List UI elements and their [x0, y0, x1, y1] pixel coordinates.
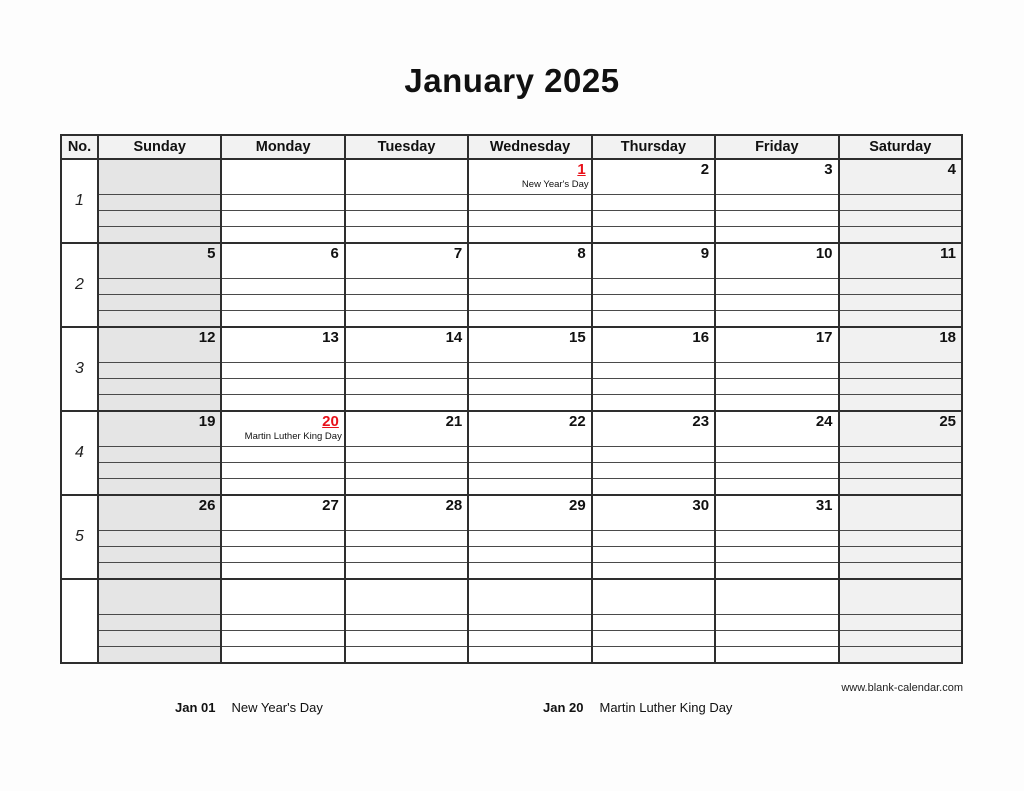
day-cell-empty — [592, 579, 715, 615]
date-number: 7 — [453, 245, 463, 262]
day-cell-empty — [839, 495, 962, 531]
day-cell-14 — [345, 327, 468, 363]
column-header-tuesday: Tuesday — [345, 135, 468, 159]
note-line — [715, 211, 838, 227]
date-number: 21 — [445, 413, 463, 430]
note-row — [61, 463, 962, 479]
note-line — [345, 531, 468, 547]
header-row — [61, 135, 962, 159]
week-row-1 — [61, 159, 962, 195]
date-number: 19 — [198, 413, 216, 430]
date-number — [716, 580, 837, 581]
note-line — [221, 647, 344, 664]
date-number — [222, 580, 343, 581]
column-header-thursday: Thursday — [592, 135, 715, 159]
date-number: 23 — [692, 413, 710, 430]
legend-holiday-name: New Year's Day — [231, 700, 323, 715]
note-row — [61, 563, 962, 580]
note-line — [592, 379, 715, 395]
note-line — [468, 547, 591, 563]
legend-item-mlk-day — [543, 700, 732, 715]
note-line — [715, 463, 838, 479]
date-number — [222, 160, 343, 161]
date-number — [99, 160, 220, 161]
week-row-3 — [61, 327, 962, 363]
note-line — [839, 615, 962, 631]
day-cell-9 — [592, 243, 715, 279]
week-row-5 — [61, 495, 962, 531]
column-header-no: No. — [61, 135, 98, 159]
calendar-grid — [60, 134, 963, 664]
note-line — [839, 295, 962, 311]
day-cell-24 — [715, 411, 838, 447]
day-cell-15 — [468, 327, 591, 363]
note-line — [468, 295, 591, 311]
note-line — [221, 531, 344, 547]
note-line — [468, 395, 591, 412]
column-header-saturday: Saturday — [839, 135, 962, 159]
note-line — [715, 479, 838, 496]
note-line — [221, 211, 344, 227]
day-cell-25 — [839, 411, 962, 447]
day-cell-1 — [468, 159, 591, 195]
legend-holiday-name: Martin Luther King Day — [599, 700, 733, 715]
note-line — [98, 379, 221, 395]
date-number — [346, 580, 467, 581]
week-number: 3 — [61, 327, 98, 411]
note-line — [221, 447, 344, 463]
note-line — [98, 479, 221, 496]
note-line — [98, 463, 221, 479]
note-line — [345, 447, 468, 463]
note-row — [61, 311, 962, 328]
note-line — [839, 463, 962, 479]
note-line — [715, 647, 838, 664]
date-number: 29 — [569, 497, 586, 514]
note-row — [61, 211, 962, 227]
holiday-label: New Year's Day — [521, 179, 589, 190]
note-line — [592, 195, 715, 211]
day-cell-23 — [592, 411, 715, 447]
note-row — [61, 479, 962, 496]
date-number — [593, 580, 714, 581]
note-line — [592, 227, 715, 244]
week-number: 2 — [61, 243, 98, 327]
note-line — [715, 363, 838, 379]
calendar-title: January 2025 — [404, 62, 620, 99]
note-line — [221, 395, 344, 412]
note-line — [98, 615, 221, 631]
week-row-2 — [61, 243, 962, 279]
note-line — [592, 279, 715, 295]
note-line — [221, 295, 344, 311]
note-line — [221, 363, 344, 379]
note-line — [468, 463, 591, 479]
note-line — [839, 227, 962, 244]
note-line — [592, 395, 715, 412]
note-line — [592, 615, 715, 631]
note-line — [592, 311, 715, 328]
note-line — [839, 647, 962, 664]
note-row — [61, 395, 962, 412]
note-line — [345, 479, 468, 496]
note-row — [61, 647, 962, 664]
day-cell-27 — [221, 495, 344, 531]
date-number — [99, 580, 220, 581]
note-line — [592, 563, 715, 580]
date-number: 14 — [445, 329, 463, 346]
note-line — [98, 211, 221, 227]
note-line — [839, 311, 962, 328]
date-number: 27 — [322, 497, 339, 514]
note-line — [715, 447, 838, 463]
note-line — [839, 447, 962, 463]
day-cell-empty — [98, 579, 221, 615]
date-number: 30 — [692, 497, 710, 514]
date-number: 8 — [577, 245, 586, 262]
note-line — [715, 227, 838, 244]
note-line — [98, 311, 221, 328]
note-line — [715, 279, 838, 295]
date-number: 4 — [947, 161, 956, 178]
note-line — [221, 631, 344, 647]
note-line — [839, 547, 962, 563]
day-cell-26 — [98, 495, 221, 531]
note-row — [61, 279, 962, 295]
note-line — [592, 479, 715, 496]
day-cell-17 — [715, 327, 838, 363]
day-cell-6 — [221, 243, 344, 279]
day-cell-4 — [839, 159, 962, 195]
note-line — [468, 631, 591, 647]
day-cell-31 — [715, 495, 838, 531]
note-row — [61, 547, 962, 563]
date-number: 11 — [940, 245, 956, 262]
note-line — [839, 395, 962, 412]
note-row — [61, 227, 962, 244]
note-row — [61, 447, 962, 463]
day-cell-empty — [839, 579, 962, 615]
website-url: www.blank-calendar.com — [841, 682, 963, 694]
note-line — [221, 563, 344, 580]
note-line — [715, 311, 838, 328]
note-line — [468, 211, 591, 227]
note-line — [98, 631, 221, 647]
note-line — [839, 631, 962, 647]
week-row-4 — [61, 411, 962, 447]
note-row — [61, 531, 962, 547]
note-row — [61, 615, 962, 631]
note-line — [98, 295, 221, 311]
date-number: 15 — [569, 329, 586, 346]
day-cell-empty — [221, 159, 344, 195]
note-line — [839, 379, 962, 395]
day-cell-22 — [468, 411, 591, 447]
note-line — [592, 531, 715, 547]
note-line — [839, 563, 962, 580]
date-number: 17 — [815, 329, 833, 346]
note-line — [221, 615, 344, 631]
week-number — [61, 579, 98, 663]
note-line — [345, 647, 468, 664]
note-line — [468, 311, 591, 328]
note-line — [839, 211, 962, 227]
day-cell-3 — [715, 159, 838, 195]
note-line — [839, 279, 962, 295]
day-cell-11 — [839, 243, 962, 279]
day-cell-19 — [98, 411, 221, 447]
date-number: 26 — [198, 497, 216, 514]
legend-item-new-years-day — [175, 700, 323, 715]
day-cell-30 — [592, 495, 715, 531]
note-line — [592, 647, 715, 664]
date-number: 24 — [815, 413, 833, 430]
week-row-extra — [61, 579, 962, 615]
note-line — [98, 395, 221, 412]
note-line — [839, 195, 962, 211]
note-row — [61, 195, 962, 211]
note-line — [468, 227, 591, 244]
date-number: 16 — [692, 329, 710, 346]
note-line — [468, 647, 591, 664]
day-cell-empty — [345, 579, 468, 615]
legend-date-label: Jan 20 — [543, 700, 584, 715]
note-line — [592, 463, 715, 479]
note-line — [592, 211, 715, 227]
note-line — [592, 447, 715, 463]
column-header-sunday: Sunday — [98, 135, 221, 159]
note-line — [468, 195, 591, 211]
note-line — [345, 211, 468, 227]
note-line — [468, 563, 591, 580]
note-line — [592, 363, 715, 379]
note-line — [98, 547, 221, 563]
note-line — [468, 379, 591, 395]
date-number-holiday: 20 — [322, 413, 339, 430]
legend-date-label: Jan 01 — [175, 700, 216, 715]
note-row — [61, 631, 962, 647]
note-line — [98, 531, 221, 547]
date-number: 28 — [445, 497, 463, 514]
note-line — [98, 363, 221, 379]
day-cell-8 — [468, 243, 591, 279]
note-line — [345, 563, 468, 580]
note-row — [61, 295, 962, 311]
date-number — [346, 160, 467, 161]
date-number: 6 — [330, 245, 339, 262]
day-cell-empty — [345, 159, 468, 195]
date-number-holiday: 1 — [577, 161, 586, 178]
note-line — [715, 615, 838, 631]
note-row — [61, 363, 962, 379]
note-line — [345, 195, 468, 211]
note-line — [221, 311, 344, 328]
note-line — [345, 379, 468, 395]
note-line — [345, 295, 468, 311]
note-line — [98, 227, 221, 244]
note-line — [221, 279, 344, 295]
date-number: 25 — [939, 413, 956, 430]
date-number — [469, 580, 590, 581]
date-number: 9 — [700, 245, 710, 262]
note-line — [345, 615, 468, 631]
note-line — [468, 279, 591, 295]
note-line — [715, 531, 838, 547]
note-line — [345, 395, 468, 412]
day-cell-10 — [715, 243, 838, 279]
note-line — [98, 447, 221, 463]
week-number: 5 — [61, 495, 98, 579]
date-number: 12 — [198, 329, 216, 346]
day-cell-29 — [468, 495, 591, 531]
week-number: 4 — [61, 411, 98, 495]
date-number — [840, 580, 961, 581]
date-number — [840, 496, 961, 497]
date-number: 3 — [824, 161, 833, 178]
note-line — [345, 631, 468, 647]
day-cell-empty — [468, 579, 591, 615]
column-header-friday: Friday — [715, 135, 838, 159]
day-cell-empty — [98, 159, 221, 195]
week-number: 1 — [61, 159, 98, 243]
note-line — [221, 379, 344, 395]
date-number: 10 — [815, 245, 833, 262]
note-line — [221, 547, 344, 563]
day-cell-21 — [345, 411, 468, 447]
date-number: 22 — [569, 413, 586, 430]
column-header-wednesday: Wednesday — [468, 135, 591, 159]
holiday-label: Martin Luther King Day — [244, 431, 342, 442]
day-cell-empty — [715, 579, 838, 615]
note-line — [98, 279, 221, 295]
note-line — [345, 463, 468, 479]
note-line — [98, 647, 221, 664]
calendar-table — [60, 134, 963, 664]
note-line — [715, 563, 838, 580]
note-line — [839, 531, 962, 547]
day-cell-empty — [221, 579, 344, 615]
note-line — [221, 227, 344, 244]
note-line — [98, 195, 221, 211]
note-line — [715, 295, 838, 311]
note-line — [715, 395, 838, 412]
day-cell-16 — [592, 327, 715, 363]
date-number: 18 — [939, 329, 956, 346]
note-line — [839, 363, 962, 379]
day-cell-2 — [592, 159, 715, 195]
note-line — [345, 227, 468, 244]
note-line — [468, 479, 591, 496]
day-cell-7 — [345, 243, 468, 279]
note-line — [468, 531, 591, 547]
note-line — [221, 479, 344, 496]
date-number: 2 — [700, 161, 710, 178]
date-number: 13 — [322, 329, 339, 346]
note-line — [345, 279, 468, 295]
note-line — [468, 363, 591, 379]
note-line — [345, 363, 468, 379]
note-line — [715, 631, 838, 647]
note-line — [468, 615, 591, 631]
day-cell-5 — [98, 243, 221, 279]
note-line — [345, 547, 468, 563]
note-line — [839, 479, 962, 496]
note-line — [592, 547, 715, 563]
note-row — [61, 379, 962, 395]
note-line — [345, 311, 468, 328]
note-line — [592, 295, 715, 311]
note-line — [221, 463, 344, 479]
day-cell-12 — [98, 327, 221, 363]
day-cell-20 — [221, 411, 344, 447]
day-cell-18 — [839, 327, 962, 363]
note-line — [98, 563, 221, 580]
note-line — [468, 447, 591, 463]
date-number: 5 — [207, 245, 216, 262]
note-line — [715, 547, 838, 563]
note-line — [592, 631, 715, 647]
note-line — [715, 379, 838, 395]
column-header-monday: Monday — [221, 135, 344, 159]
day-cell-13 — [221, 327, 344, 363]
date-number: 31 — [815, 497, 833, 514]
note-line — [221, 195, 344, 211]
day-cell-28 — [345, 495, 468, 531]
note-line — [715, 195, 838, 211]
